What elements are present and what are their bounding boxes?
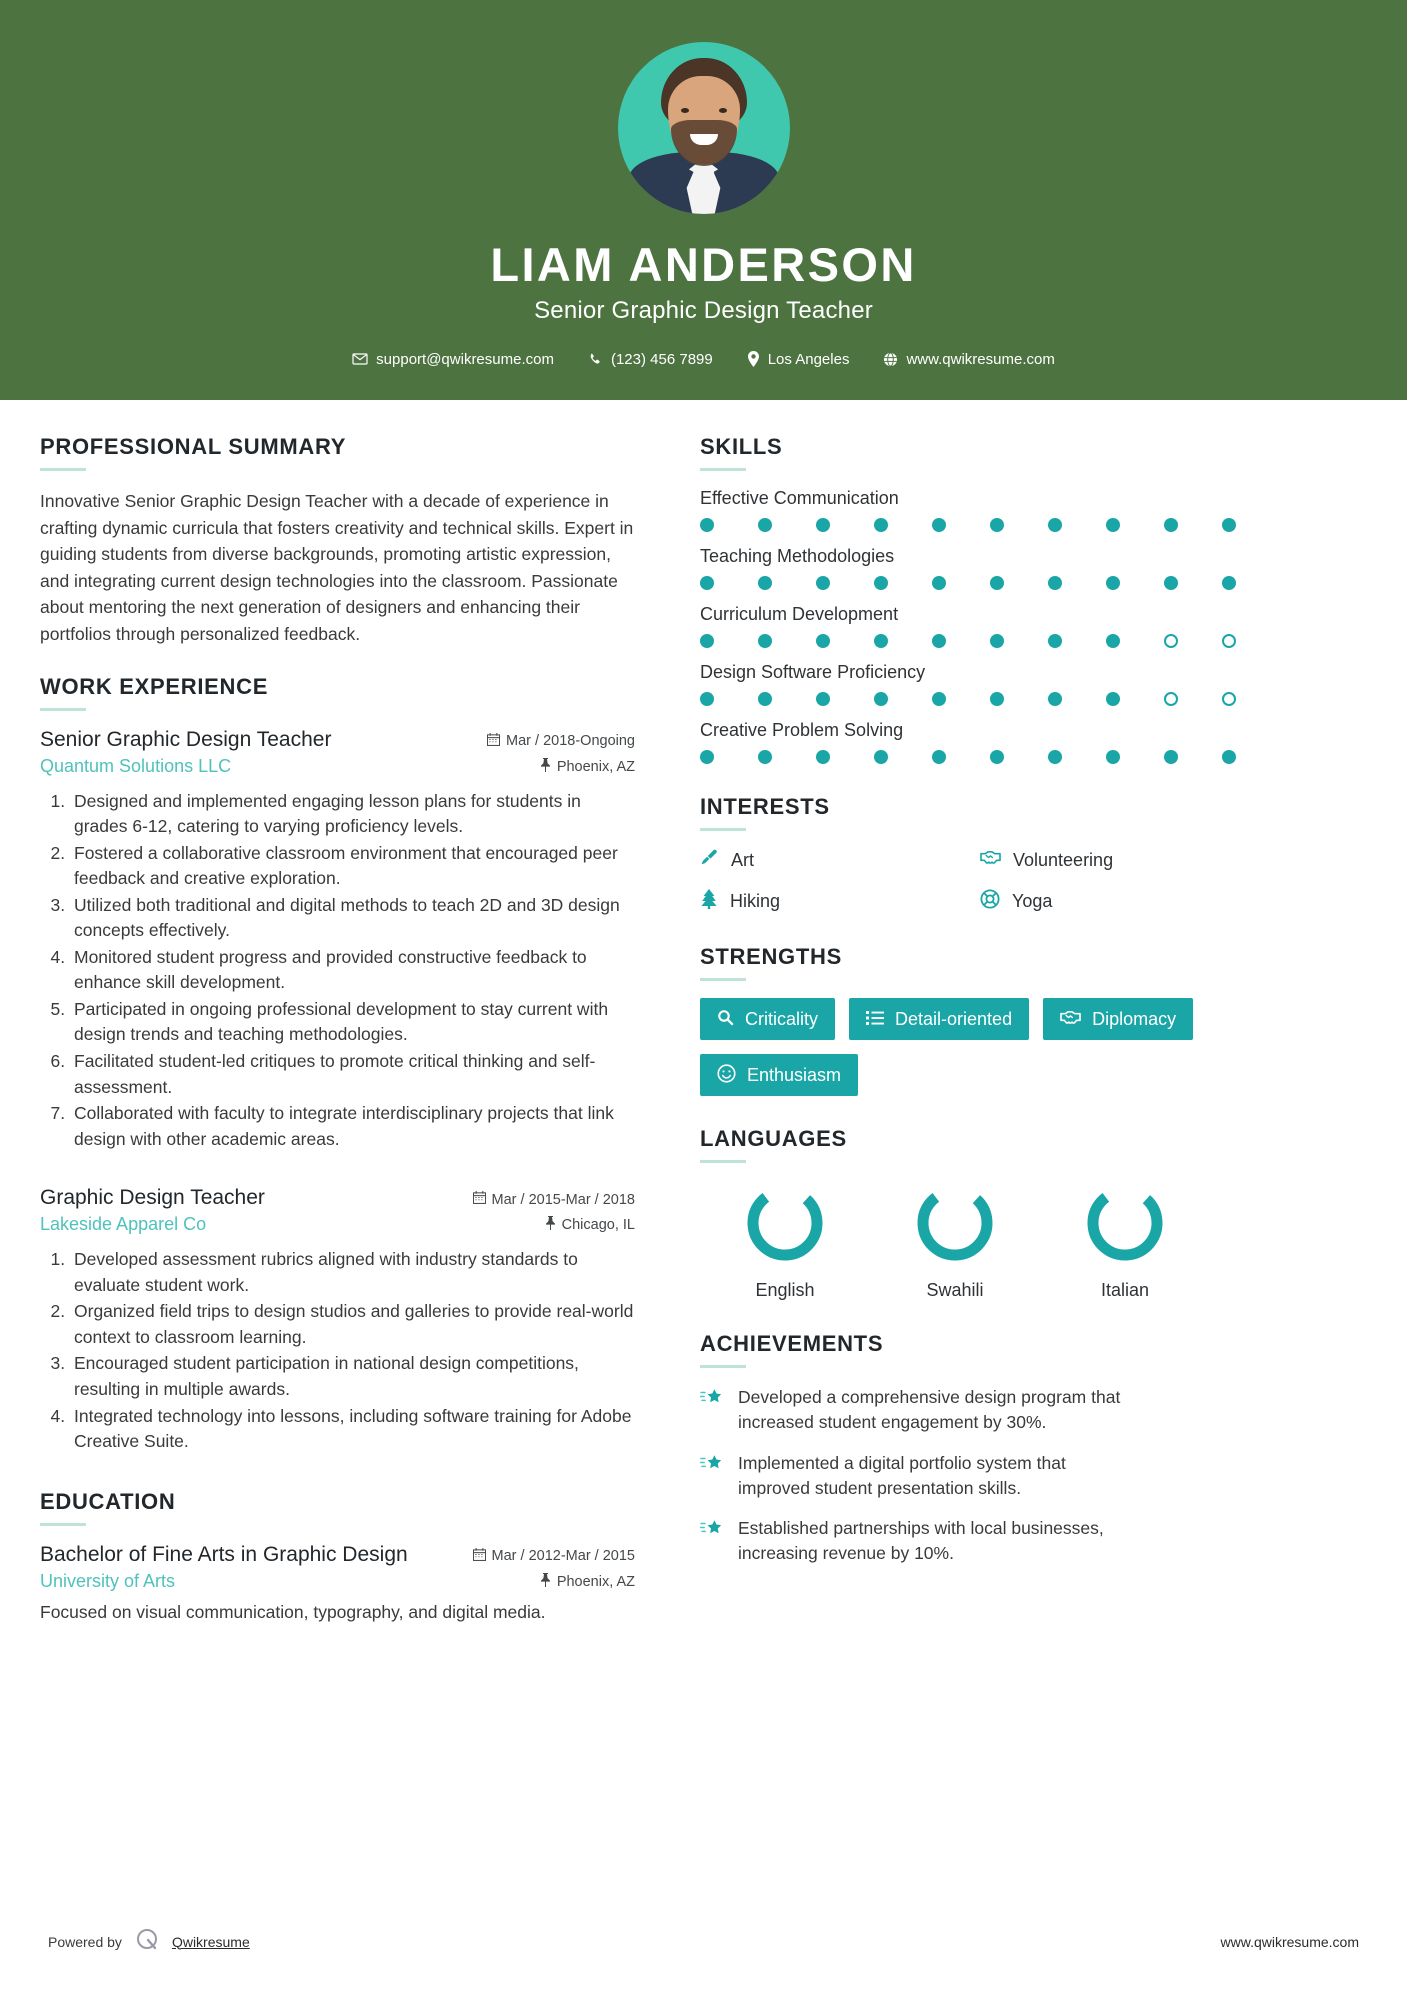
magnifier-icon bbox=[717, 1009, 734, 1029]
education-degree: Bachelor of Fine Arts in Graphic Design bbox=[40, 1542, 408, 1566]
skill-name: Teaching Methodologies bbox=[700, 546, 895, 566]
skill-dot-cell bbox=[874, 518, 932, 532]
skill-dot-cell bbox=[1164, 634, 1222, 648]
strength-diplomacy bbox=[1043, 998, 1193, 1040]
footer-website[interactable]: www.qwikresume.com bbox=[1220, 1933, 1359, 1950]
skill-name: Design Software Proficiency bbox=[700, 662, 926, 682]
footer-powered-by bbox=[48, 1927, 250, 1956]
skill-dot-cell bbox=[932, 518, 990, 532]
skill-name: Effective Communication bbox=[700, 488, 899, 508]
skill-dot-filled bbox=[1164, 750, 1178, 764]
skill-dot-filled bbox=[816, 576, 830, 590]
section-rule bbox=[700, 828, 746, 831]
skill-dot-cell bbox=[990, 576, 1048, 590]
skill-dot-cell bbox=[1164, 692, 1222, 706]
strength-label: Detail-oriented bbox=[895, 1009, 1013, 1029]
skill-dot-filled bbox=[1106, 576, 1120, 590]
skill-dot-filled bbox=[1048, 576, 1062, 590]
skill-dot-cell bbox=[816, 634, 874, 648]
candidate-name: LIAM ANDERSON bbox=[490, 238, 917, 291]
skill-dot-filled bbox=[1106, 750, 1120, 764]
education-location bbox=[540, 1573, 635, 1591]
lifebuoy-icon bbox=[980, 889, 1000, 914]
skill-dot-cell bbox=[1222, 692, 1280, 706]
calendar-icon bbox=[487, 733, 500, 750]
work-dates-text: Mar / 2018-Ongoing bbox=[506, 733, 635, 750]
contact-phone-text: (123) 456 7899 bbox=[610, 350, 713, 368]
section-rule bbox=[700, 468, 746, 471]
work-role: Senior Graphic Design Teacher bbox=[40, 727, 332, 751]
section-languages bbox=[700, 1126, 1369, 1301]
skill-dot-filled bbox=[700, 750, 714, 764]
skill-item bbox=[700, 662, 1369, 706]
resume-header bbox=[0, 0, 1407, 400]
avatar-eye-right bbox=[719, 108, 727, 113]
education-dates-text: Mar / 2012-Mar / 2015 bbox=[491, 1548, 635, 1565]
work-bullet: 1. Developed assessment rubrics aligned with industry standards to evaluate student work. bbox=[70, 1247, 635, 1298]
interest-item bbox=[980, 889, 1260, 914]
achievement-item bbox=[700, 1516, 1369, 1566]
work-bullet: 3. Utilized both traditional and digital methods to teach 2D and 3D design concepts effectively. bbox=[70, 893, 635, 944]
skill-dot-filled bbox=[990, 576, 1004, 590]
skill-dot-filled bbox=[1106, 518, 1120, 532]
education-school: University of Arts bbox=[40, 1570, 176, 1591]
work-dates bbox=[487, 733, 635, 750]
skill-dot-cell bbox=[816, 750, 874, 764]
skill-dot-filled bbox=[1222, 518, 1236, 532]
achievement-text: Developed a comprehensive design program that increased student engagement by 30%. bbox=[738, 1387, 1121, 1432]
skill-dot-cell bbox=[816, 576, 874, 590]
work-bullet: 1. Designed and implemented engaging lesson plans for students in grades 6-12, catering to varying proficiency levels. bbox=[70, 789, 635, 840]
section-skills bbox=[700, 434, 1369, 764]
work-dates bbox=[473, 1191, 635, 1208]
paintbrush-icon bbox=[700, 848, 719, 872]
skill-dot-filled bbox=[874, 576, 888, 590]
section-professional-summary bbox=[40, 434, 635, 648]
contact-email-text: support@qwikresume.com bbox=[376, 350, 554, 368]
skill-dot-filled bbox=[932, 576, 946, 590]
skill-dot-cell bbox=[758, 518, 816, 532]
skill-name: Curriculum Development bbox=[700, 604, 899, 624]
education-dates bbox=[473, 1548, 635, 1565]
skill-dot-cell bbox=[700, 692, 758, 706]
calendar-icon bbox=[473, 1548, 486, 1565]
skill-dot-empty bbox=[1164, 634, 1178, 648]
contact-location-text: Los Angeles bbox=[767, 350, 850, 368]
skill-dot-cell bbox=[874, 692, 932, 706]
skill-dot-filled bbox=[758, 750, 772, 764]
skill-dot-cell bbox=[1106, 692, 1164, 706]
skill-item bbox=[700, 546, 1369, 590]
avatar-eye-left bbox=[681, 108, 689, 113]
section-rule bbox=[40, 468, 86, 471]
tree-icon bbox=[700, 889, 718, 914]
candidate-job-title: Senior Graphic Design Teacher bbox=[534, 296, 873, 324]
skill-item bbox=[700, 720, 1369, 764]
skill-dot-filled bbox=[816, 692, 830, 706]
section-interests bbox=[700, 794, 1369, 914]
language-label: English bbox=[755, 1280, 815, 1300]
section-education bbox=[40, 1489, 635, 1625]
handshake-icon bbox=[1060, 1008, 1081, 1030]
footer-brand-link[interactable]: Qwikresume bbox=[171, 1933, 250, 1950]
work-dates-text: Mar / 2015-Mar / 2018 bbox=[491, 1191, 635, 1208]
skill-dot-cell bbox=[990, 692, 1048, 706]
skill-dot-filled bbox=[932, 518, 946, 532]
skill-dot-cell bbox=[932, 692, 990, 706]
section-title: PROFESSIONAL SUMMARY bbox=[40, 434, 347, 459]
qwikresume-logo-icon bbox=[134, 1927, 160, 1956]
contact-row bbox=[0, 351, 1407, 368]
right-column bbox=[669, 434, 1369, 1592]
skill-dot-cell bbox=[1106, 634, 1164, 648]
handshake-icon bbox=[980, 848, 1001, 872]
skill-dot-cell bbox=[1048, 692, 1106, 706]
skill-dot-filled bbox=[1048, 750, 1062, 764]
page-footer bbox=[0, 1927, 1407, 1956]
skill-rating bbox=[700, 634, 1369, 648]
achievement-text: Implemented a digital portfolio system that improved student presentation skills. bbox=[738, 1452, 1066, 1498]
skill-dot-cell bbox=[1048, 518, 1106, 532]
skill-dot-cell bbox=[1164, 576, 1222, 590]
strength-enthusiasm bbox=[700, 1054, 858, 1096]
skill-dot-cell bbox=[1048, 750, 1106, 764]
skill-dot-cell bbox=[700, 518, 758, 532]
education-entry bbox=[40, 1543, 635, 1625]
interest-label: Art bbox=[731, 849, 755, 870]
list-icon bbox=[866, 1010, 884, 1029]
work-bullet: 4. Monitored student progress and provided constructive feedback to enhance skill development. bbox=[70, 945, 635, 996]
avatar bbox=[618, 42, 790, 214]
education-entry-subheader bbox=[40, 1571, 635, 1592]
smiley-icon bbox=[717, 1064, 736, 1086]
skill-dot-cell bbox=[990, 750, 1048, 764]
work-bullets bbox=[40, 789, 635, 1153]
education-location-text: Phoenix, AZ bbox=[556, 1573, 635, 1590]
skill-dot-cell bbox=[874, 634, 932, 648]
section-achievements bbox=[700, 1331, 1369, 1566]
section-title: WORK EXPERIENCE bbox=[40, 673, 269, 699]
skill-dot-filled bbox=[1048, 692, 1062, 706]
skill-dot-filled bbox=[758, 634, 772, 648]
calendar-icon bbox=[473, 1191, 486, 1208]
skill-dot-filled bbox=[816, 518, 830, 532]
skill-dot-filled bbox=[700, 634, 714, 648]
skill-dot-cell bbox=[1048, 634, 1106, 648]
strength-label: Enthusiasm bbox=[747, 1065, 842, 1085]
work-location bbox=[540, 758, 635, 776]
skill-dot-cell bbox=[1106, 576, 1164, 590]
strength-label: Diplomacy bbox=[1092, 1009, 1177, 1029]
skill-dot-filled bbox=[1106, 692, 1120, 706]
location-pin-icon bbox=[747, 351, 760, 367]
strength-detail-oriented bbox=[849, 998, 1029, 1040]
section-rule bbox=[40, 708, 86, 711]
language-label: Italian bbox=[1100, 1280, 1150, 1300]
skill-dot-cell bbox=[1164, 750, 1222, 764]
work-company: Lakeside Apparel Co bbox=[40, 1214, 207, 1235]
skill-rating bbox=[700, 518, 1369, 532]
achievement-item bbox=[700, 1451, 1369, 1501]
skill-dot-filled bbox=[932, 692, 946, 706]
work-entry-header bbox=[40, 1186, 635, 1210]
work-bullets bbox=[40, 1247, 635, 1454]
skill-dot-filled bbox=[1164, 518, 1178, 532]
skill-dot-cell bbox=[990, 634, 1048, 648]
work-bullet: 7. Collaborated with faculty to integrate interdisciplinary projects that link design with other academic areas. bbox=[70, 1101, 635, 1152]
skill-dot-filled bbox=[816, 634, 830, 648]
skill-dot-filled bbox=[990, 634, 1004, 648]
skill-item bbox=[700, 488, 1369, 532]
skill-dot-filled bbox=[1222, 576, 1236, 590]
skill-dot-filled bbox=[990, 750, 1004, 764]
section-strengths bbox=[700, 944, 1369, 1096]
section-title: INTERESTS bbox=[700, 794, 830, 819]
skill-dot-cell bbox=[700, 750, 758, 764]
section-work-experience bbox=[40, 674, 635, 1455]
work-location-text: Phoenix, AZ bbox=[556, 758, 635, 775]
work-company: Quantum Solutions LLC bbox=[40, 755, 232, 776]
section-rule bbox=[700, 1160, 746, 1163]
skill-dot-cell bbox=[1048, 576, 1106, 590]
interest-label: Yoga bbox=[1012, 891, 1053, 911]
skill-dot-filled bbox=[758, 518, 772, 532]
language-label: Swahili bbox=[926, 1280, 984, 1300]
skill-dot-filled bbox=[874, 692, 888, 706]
achievement-item bbox=[700, 1385, 1369, 1435]
skill-dot-empty bbox=[1222, 634, 1236, 648]
language-item bbox=[1040, 1180, 1210, 1301]
skill-dot-filled bbox=[1222, 750, 1236, 764]
education-entry-header bbox=[40, 1543, 635, 1567]
section-title: EDUCATION bbox=[40, 1488, 176, 1514]
phone-icon bbox=[588, 352, 603, 367]
pushpin-icon bbox=[545, 1216, 556, 1234]
work-location-text: Chicago, IL bbox=[561, 1217, 635, 1234]
shooting-star-icon bbox=[700, 1453, 724, 1480]
skill-dot-cell bbox=[700, 634, 758, 648]
interest-item bbox=[700, 848, 980, 872]
work-entry-subheader bbox=[40, 756, 635, 777]
skill-dot-cell bbox=[874, 750, 932, 764]
skill-dot-cell bbox=[990, 518, 1048, 532]
skill-dot-empty bbox=[1222, 692, 1236, 706]
skill-dot-cell bbox=[932, 750, 990, 764]
skill-dot-filled bbox=[758, 692, 772, 706]
language-progress-ring bbox=[1082, 1180, 1168, 1266]
work-bullet: 6. Facilitated student-led critiques to promote critical thinking and self-assessment. bbox=[70, 1049, 635, 1100]
contact-website-text: www.qwikresume.com bbox=[906, 350, 1055, 368]
language-progress-ring bbox=[912, 1180, 998, 1266]
skill-dot-filled bbox=[1048, 634, 1062, 648]
skill-dot-cell bbox=[1222, 576, 1280, 590]
skill-dot-cell bbox=[874, 576, 932, 590]
skill-dot-filled bbox=[932, 750, 946, 764]
section-title: LANGUAGES bbox=[700, 1126, 847, 1151]
skill-dot-cell bbox=[1106, 750, 1164, 764]
skill-dot-filled bbox=[990, 692, 1004, 706]
skill-dot-cell bbox=[1222, 518, 1280, 532]
skill-name: Creative Problem Solving bbox=[700, 720, 904, 740]
language-item bbox=[700, 1180, 870, 1301]
work-entry bbox=[40, 1186, 635, 1454]
skill-dot-filled bbox=[1106, 634, 1120, 648]
work-entry bbox=[40, 728, 635, 1153]
pushpin-icon bbox=[540, 758, 551, 776]
section-title: STRENGTHS bbox=[700, 944, 842, 969]
work-location bbox=[545, 1216, 635, 1234]
strengths-list bbox=[700, 998, 1300, 1096]
skill-dot-filled bbox=[874, 634, 888, 648]
languages-list bbox=[700, 1180, 1369, 1301]
footer-powered-label: Powered by bbox=[48, 1933, 122, 1950]
skill-dot-filled bbox=[1048, 518, 1062, 532]
language-progress-ring bbox=[742, 1180, 828, 1266]
skill-dot-cell bbox=[816, 518, 874, 532]
skill-dot-cell bbox=[1106, 518, 1164, 532]
education-note: Focused on visual communication, typography, and digital media. bbox=[40, 1601, 546, 1622]
contact-website[interactable] bbox=[866, 351, 1071, 368]
skill-dot-cell bbox=[1222, 750, 1280, 764]
interest-item bbox=[700, 889, 980, 914]
skill-dot-cell bbox=[1164, 518, 1222, 532]
skill-dot-filled bbox=[932, 634, 946, 648]
strength-label: Criticality bbox=[745, 1009, 819, 1029]
contact-email[interactable] bbox=[335, 351, 571, 368]
section-rule bbox=[700, 978, 746, 981]
section-rule bbox=[700, 1365, 746, 1368]
skill-dot-filled bbox=[700, 518, 714, 532]
skill-item bbox=[700, 604, 1369, 648]
shooting-star-icon bbox=[700, 1518, 724, 1545]
section-title: SKILLS bbox=[700, 434, 783, 459]
skill-dot-filled bbox=[758, 576, 772, 590]
skill-dot-filled bbox=[700, 576, 714, 590]
skill-dot-cell bbox=[758, 634, 816, 648]
skill-dot-filled bbox=[874, 518, 888, 532]
work-bullet: 3. Encouraged student participation in national design competitions, resulting in multiple awards. bbox=[70, 1351, 635, 1402]
section-title: ACHIEVEMENTS bbox=[700, 1331, 884, 1356]
skill-dot-cell bbox=[932, 634, 990, 648]
pushpin-icon bbox=[540, 1573, 551, 1591]
interest-label: Hiking bbox=[730, 891, 781, 911]
skill-dot-cell bbox=[816, 692, 874, 706]
left-column bbox=[40, 434, 635, 1651]
resume-body bbox=[0, 400, 1407, 1651]
skill-dot-empty bbox=[1164, 692, 1178, 706]
work-bullet: 2. Fostered a collaborative classroom environment that encouraged peer feedback and creative exploration. bbox=[70, 841, 635, 892]
language-item bbox=[870, 1180, 1040, 1301]
work-entry-subheader bbox=[40, 1214, 635, 1235]
skill-dot-cell bbox=[758, 692, 816, 706]
strength-criticality bbox=[700, 998, 835, 1040]
skill-dot-filled bbox=[990, 518, 1004, 532]
contact-location bbox=[730, 351, 867, 368]
skill-dot-cell bbox=[758, 576, 816, 590]
contact-phone[interactable] bbox=[571, 351, 730, 368]
skill-dot-cell bbox=[1222, 634, 1280, 648]
work-bullet: 5. Participated in ongoing professional development to stay current with design trends and teaching methodologies. bbox=[70, 997, 635, 1048]
skill-dot-cell bbox=[700, 576, 758, 590]
skill-rating bbox=[700, 692, 1369, 706]
work-role: Graphic Design Teacher bbox=[40, 1186, 265, 1210]
skill-dot-filled bbox=[874, 750, 888, 764]
envelope-icon bbox=[352, 351, 368, 367]
work-entry-header bbox=[40, 728, 635, 752]
skill-rating bbox=[700, 750, 1369, 764]
interest-label: Volunteering bbox=[1013, 849, 1114, 870]
work-bullet: 2. Organized field trips to design studios and galleries to provide real-world context to classroom learning. bbox=[70, 1299, 635, 1350]
skill-rating bbox=[700, 576, 1369, 590]
skill-dot-filled bbox=[700, 692, 714, 706]
skill-dot-filled bbox=[1164, 576, 1178, 590]
skill-dot-filled bbox=[816, 750, 830, 764]
shooting-star-icon bbox=[700, 1387, 724, 1414]
interests-grid bbox=[700, 848, 1260, 914]
summary-text: Innovative Senior Graphic Design Teacher with a decade of experience in crafting dynamic curricula that fosters creativity and technical skills. Expert in guiding students from diverse backgrounds, promoting artistic expression, and integrating current design technologies into the classroom. Passionate about mentoring the next generation of designers and enhancing their portfolios through personalized feedback. bbox=[40, 491, 634, 644]
skill-dot-cell bbox=[758, 750, 816, 764]
work-bullet: 4. Integrated technology into lessons, including software training for Adobe Creative Suite. bbox=[70, 1404, 635, 1455]
skill-dot-cell bbox=[932, 576, 990, 590]
section-rule bbox=[40, 1523, 86, 1526]
interest-item bbox=[980, 848, 1260, 872]
achievement-text: Established partnerships with local businesses, increasing revenue by 10%. bbox=[738, 1518, 1104, 1564]
globe-icon bbox=[883, 352, 898, 367]
